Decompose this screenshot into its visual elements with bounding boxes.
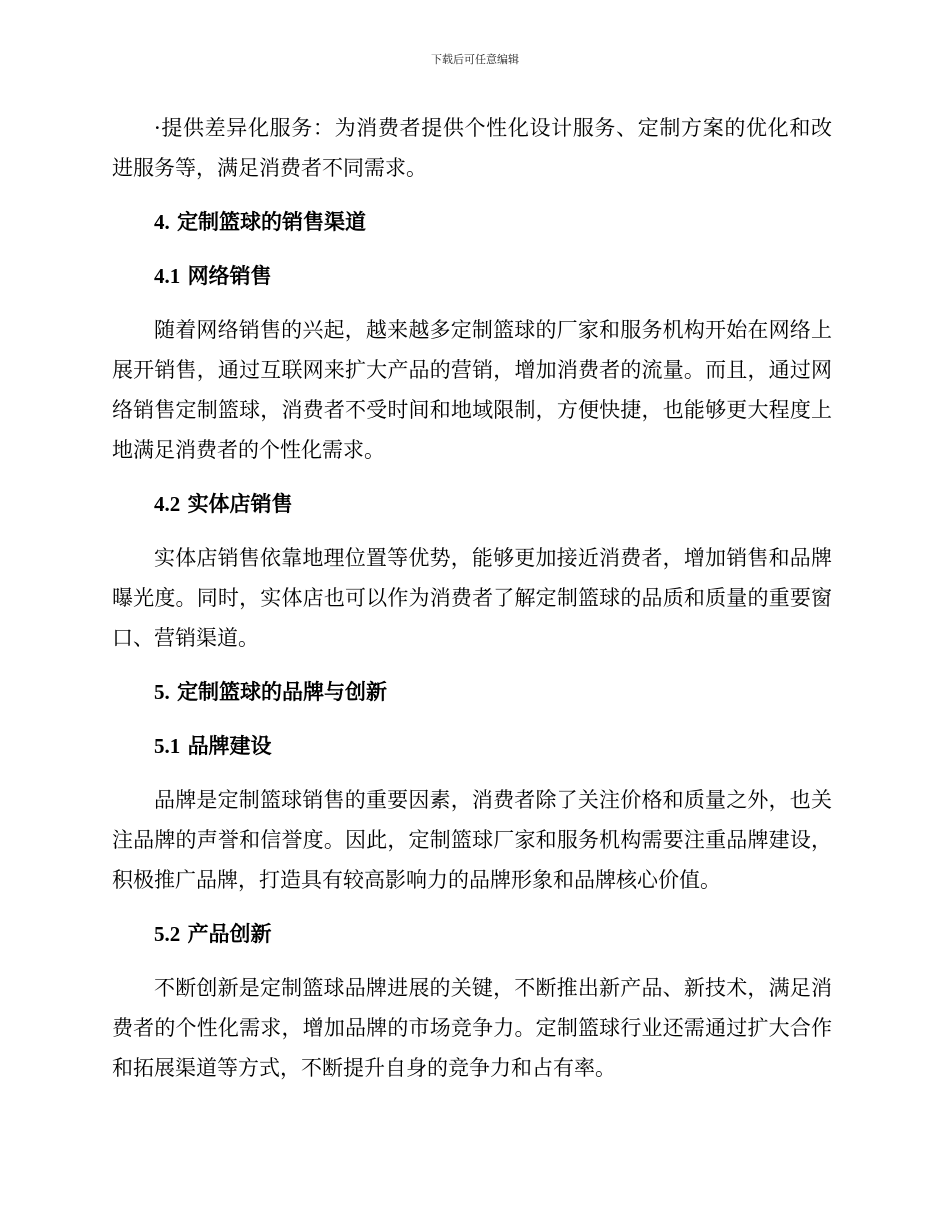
heading-5-1: [154, 726, 832, 766]
paragraph-physical-store: 实体店销售依靠地理位置等优势，能够更加接近消费者，增加销售和品牌曝光度。同时，实体店也可以作为消费者了解定制篮球的品质和质量的重要窗口、营销渠道。: [112, 546, 832, 650]
heading-number: 4.: [154, 210, 170, 234]
heading-title: 网络销售: [187, 264, 272, 288]
heading-number: 5.: [154, 680, 170, 704]
heading-number: 4.1: [154, 264, 181, 288]
heading-5: [154, 672, 832, 712]
heading-title: 产品创新: [187, 922, 272, 946]
heading-number: 5.2: [154, 922, 181, 946]
page-header: 下载后可任意编辑: [431, 53, 519, 66]
document-body: [112, 108, 832, 1102]
heading-number: 5.1: [154, 734, 181, 758]
heading-4-2: [154, 484, 832, 524]
heading-title: 实体店销售: [187, 492, 293, 516]
heading-number: 4.2: [154, 492, 181, 516]
heading-4: [154, 202, 832, 242]
heading-4-1: [154, 256, 832, 296]
paragraph-brand-building: 品牌是定制篮球销售的重要因素，消费者除了关注价格和质量之外，也关注品牌的声誉和信誉度。因此，定制篮球厂家和服务机构需要注重品牌建设，积极推广品牌，打造具有较高影响力的品牌形象和品牌核心价值。: [112, 788, 832, 892]
heading-title: 定制篮球的销售渠道: [177, 210, 367, 234]
paragraph-differentiated-service: ·提供差异化服务：为消费者提供个性化设计服务、定制方案的优化和改进服务等，满足消费者不同需求。: [112, 116, 832, 180]
heading-title: 定制篮球的品牌与创新: [177, 680, 388, 704]
paragraph-product-innovation: 不断创新是定制篮球品牌进展的关键，不断推出新产品、新技术，满足消费者的个性化需求，增加品牌的市场竞争力。定制篮球行业还需通过扩大合作和拓展渠道等方式，不断提升自身的竞争力和占有率。: [112, 976, 832, 1080]
heading-title: 品牌建设: [187, 734, 272, 758]
paragraph-online-sales: 随着网络销售的兴起，越来越多定制篮球的厂家和服务机构开始在网络上展开销售，通过互联网来扩大产品的营销，增加消费者的流量。而且，通过网络销售定制篮球，消费者不受时间和地域限制，方便快捷，也能够更大程度上地满足消费者的个性化需求。: [112, 318, 832, 462]
heading-5-2: [154, 914, 832, 954]
